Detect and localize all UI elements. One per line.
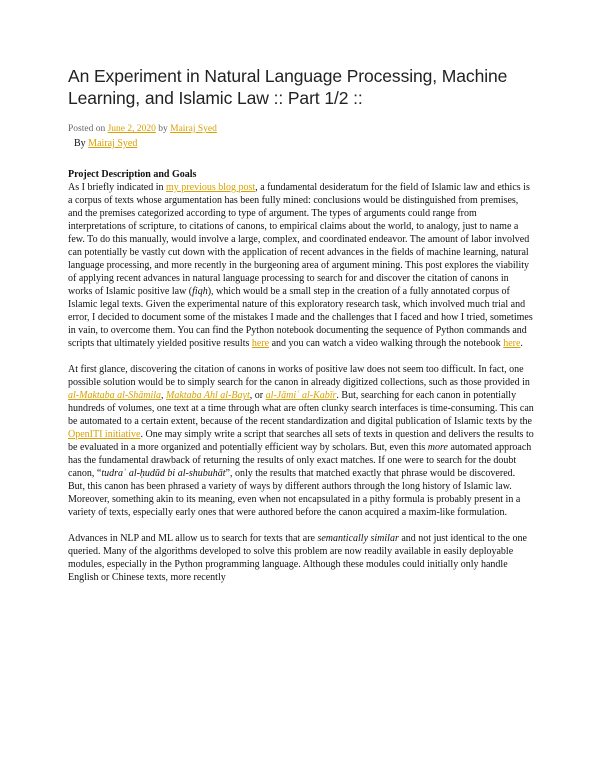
- p2-text-7: ”, only the results that matched exactly that phrase would be discovered. But, this canon has been phrased a variety of ways by different authors through the long history of Islamic law. Moreover, something akin to its meaning, even when not encapsulated in a pithy formula is probably present in a variety of texts, especially early ones that were authored before the canon acquired a maxim-like formulation.: [68, 468, 521, 518]
- p3-text-1: Advances in NLP and ML allow us to search for texts that are: [68, 533, 318, 544]
- maktaba-ahl-al-bayt-link[interactable]: Maktaba Ahl al-Bayt: [166, 390, 250, 401]
- p1-text-4: and you can watch a video walking through the notebook: [269, 338, 504, 349]
- author-link[interactable]: Mairaj Syed: [170, 124, 217, 134]
- byline-author-link[interactable]: Mairaj Syed: [88, 138, 138, 149]
- video-link[interactable]: here: [503, 338, 521, 349]
- p2-text-2: ,: [161, 390, 167, 401]
- doubt-canon-term: tudraʾ al-ḥudūd bi al-shubuhāt: [101, 468, 226, 479]
- posted-on-label: Posted on: [68, 124, 106, 134]
- paragraph-3: [68, 532, 534, 584]
- p2-text-3: , or: [249, 390, 266, 401]
- by-label: by: [158, 124, 168, 134]
- p3-text-2: and not just identical to the one queried. Many of the algorithms developed to solve this problem are now readily available in easily deployable modules, especially in the Python programming language. Although these modules could initially only handle English or Chinese texts, more recently: [68, 533, 527, 583]
- previous-blog-post-link[interactable]: my previous blog post: [166, 182, 256, 193]
- p1-text-1: As I briefly indicated in: [68, 182, 167, 193]
- fiqh-term: fiqh: [192, 286, 208, 297]
- p2-text-4: . But, searching for each canon in potentially hundreds of volumes, one text at a time through what are often clunky search interfaces is time-consuming. This can be automated to a certain extent, because of the recent standardization and digital publication of Islamic texts by the: [68, 390, 534, 427]
- p1-text-5: .: [520, 338, 523, 349]
- post-title: An Experiment in Natural Language Processing, Machine Learning, and Islamic Law :: Part 1/2 ::: [68, 66, 508, 108]
- blog-post: [68, 65, 534, 584]
- post-meta: [68, 123, 534, 135]
- notebook-link[interactable]: here: [251, 338, 270, 349]
- byline-by-label: By: [74, 138, 86, 149]
- paragraph-1: [68, 181, 534, 350]
- more-emphasis: more: [427, 442, 448, 453]
- jami-kabir-link[interactable]: al-Jāmiʿ al-Kabīr: [265, 390, 337, 401]
- post-date-link[interactable]: June 2, 2020: [107, 124, 156, 134]
- semantically-similar-emphasis: semantically similar: [317, 533, 399, 544]
- paragraph-2: [68, 363, 534, 519]
- p2-text-6: automated approach has the fundamental drawback of returning the results of only exact matches. If one were to search for the doubt canon, “: [68, 442, 532, 479]
- p2-text-5: . One may simply write a script that searches all sets of texts in question and delivers the results to be evaluated in a more organized and potentially efficient way by scholars. But, even this: [68, 429, 534, 453]
- p1-text-3: ), which would be a small step in the creation of a fully annotated corpus of Islamic legal texts. Given the experimental nature of this exploratory research task, which involved much trial and error, I decided to document some of the mistakes I made and the challenges that I faced and how I tried, sometimes in vain, to overcome them. You can find the Python notebook documenting the sequence of Python commands and scripts that ultimately yielded positive results: [68, 286, 533, 349]
- openiti-link[interactable]: OpenITI initiative: [68, 429, 141, 440]
- byline: [68, 138, 534, 150]
- p1-text-2: , a fundamental desideratum for the field of Islamic law and ethics is a corpus of texts whose argumentation has been fully mined: conclusions would be distinguished from premises, and the premises categorized according to type of argument. The types of arguments could range from interpretations of scripture, to citations of canons, to empirical claims about the world, to analogy, just to name a few. To do this manually, would involve a large, complex, and coordinated endeavor. The amount of labor involved can potentially be vastly cut down with the application of recent advances in the fields of machine learning, natural language processing, and more recently in the burgeoning area of argument mining. This post explores the viability of applying recent advances in natural language processing to search for and discover the citation of canons in works of Islamic positive law (: [68, 182, 530, 297]
- maktaba-shamila-link[interactable]: al-Maktaba al-Shāmila: [68, 390, 162, 401]
- p2-text-1: At first glance, discovering the citation of canons in works of positive law does not seem too difficult. In fact, one possible solution would be to simply search for the canon in already digitized collections, such as those provided in: [68, 364, 530, 388]
- section-heading: Project Description and Goals: [68, 169, 197, 180]
